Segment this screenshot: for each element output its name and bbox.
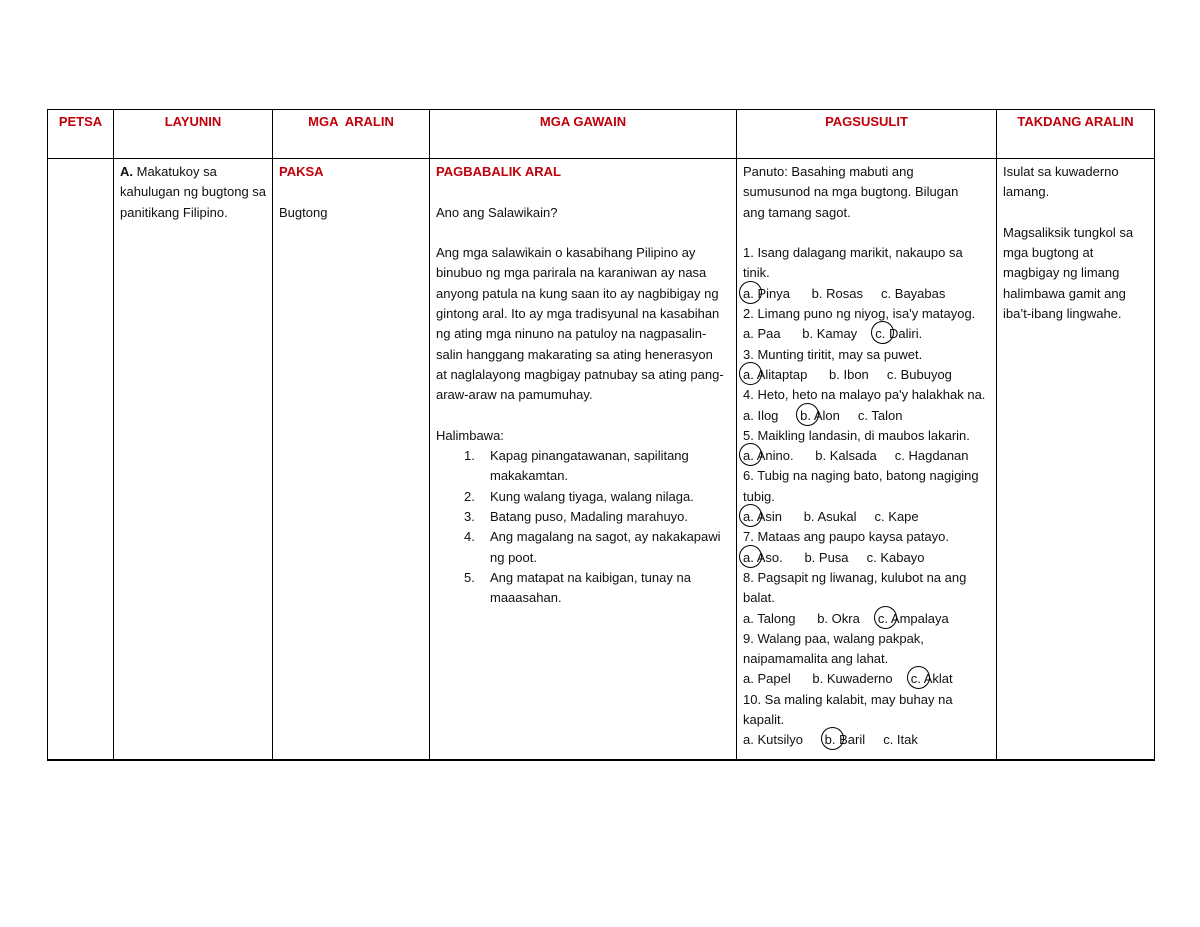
option-text: Baril: [835, 732, 866, 748]
quiz-options: [743, 548, 990, 568]
aralin-cell: [273, 159, 430, 760]
layunin-objective: [120, 162, 266, 223]
quiz-option[interactable]: [911, 671, 953, 686]
quiz-option[interactable]: [743, 326, 781, 341]
header-petsa: PETSA: [48, 110, 114, 159]
example-number: 5.: [464, 569, 475, 585]
option-letter: a.: [743, 671, 754, 687]
option-text: Alon: [810, 407, 840, 423]
quiz-question: 6. Tubig na naging bato, batong nagiging tubig.: [743, 468, 979, 504]
option-text: Okra: [828, 610, 860, 626]
circled-answer-letter: a.: [743, 284, 754, 304]
quiz-option[interactable]: [867, 550, 925, 565]
circled-answer-letter: b.: [800, 406, 811, 426]
option-letter: b.: [811, 285, 823, 301]
option-letter: c.: [894, 448, 905, 464]
option-text: Aso.: [753, 549, 783, 565]
example-item: [436, 527, 730, 568]
header-row: [48, 110, 1155, 159]
option-text: Papel: [753, 671, 791, 687]
quiz-question: 1. Isang dalagang marikit, nakaupo sa tinik.: [743, 245, 963, 281]
circled-answer-letter: c.: [878, 609, 888, 629]
option-text: Asin: [753, 509, 783, 525]
option-text: Ibon: [839, 366, 869, 382]
pagsusulit-cell: [737, 159, 997, 760]
option-letter: c.: [857, 407, 869, 423]
examples-list: [436, 446, 730, 608]
gawain-paragraph: Ang mga salawikain o kasabihang Pilipino ay binubuo ng mga parirala na karaniwan ay nasa anyong patula na kung saan ito ay nagbibigay ng gintong aral. Ito ay mga tradisyunal na kasabihan ng ating mga ninuno na patuloy na nagpasalin-salin hanggang makarating sa ating henerasyon at naglalayong magbigay patnubay sa ating pang-araw-araw na pamumuhay.: [436, 245, 724, 403]
quiz-option[interactable]: [743, 367, 807, 382]
option-letter: b.: [804, 549, 816, 565]
quiz-question: 10. Sa maling kalabit, may buhay na kapalit.: [743, 691, 953, 728]
option-text: Kuwaderno: [823, 671, 893, 687]
option-text: Kape: [884, 509, 919, 525]
option-text: Bubuyog: [896, 366, 952, 382]
option-text: Asukal: [814, 509, 857, 525]
option-letter: b.: [815, 448, 827, 464]
quiz-options: [743, 730, 990, 750]
quiz-question: 7. Mataas ang paupo kaysa patayo.: [743, 529, 949, 545]
quiz-option[interactable]: [804, 550, 848, 565]
example-item: [436, 487, 730, 507]
example-number: 1.: [464, 448, 475, 464]
quiz-option[interactable]: [858, 408, 903, 423]
option-text: Ampalaya: [888, 610, 949, 626]
option-text: Daliri.: [885, 326, 923, 342]
takdang-aralin-cell: [997, 159, 1155, 760]
example-number: 4.: [464, 529, 475, 545]
quiz-option[interactable]: [815, 448, 876, 463]
option-letter: c.: [881, 285, 892, 301]
quiz-items: [743, 243, 990, 750]
paksa-label: PAKSA: [279, 164, 324, 179]
quiz-options: [743, 365, 990, 385]
petsa-cell: [48, 159, 114, 760]
example-text: Ang magalang na sagot, ay nakakapawi ng poot.: [490, 529, 721, 565]
option-letter: c.: [874, 509, 885, 525]
quiz-options: [743, 446, 990, 466]
option-text: Alitaptap: [753, 366, 808, 382]
quiz-option[interactable]: [883, 732, 918, 747]
header-mga-aralin: MGA ARALIN: [273, 110, 430, 159]
quiz-option[interactable]: [743, 408, 778, 423]
quiz-option[interactable]: [743, 286, 790, 301]
option-text: Pusa: [815, 549, 849, 565]
quiz-option[interactable]: [875, 326, 922, 341]
homework-note: Isulat sa kuwaderno lamang.: [1003, 164, 1119, 200]
quiz-option[interactable]: [875, 509, 919, 524]
circled-answer-letter: c.: [911, 669, 921, 689]
quiz-option[interactable]: [743, 509, 782, 524]
quiz-options: [743, 609, 990, 629]
quiz-options: [743, 284, 990, 304]
option-text: Talon: [868, 407, 903, 423]
body-row: [48, 159, 1155, 760]
quiz-question: 2. Limang puno ng niyog, isa'y matayog.: [743, 306, 976, 322]
paksa-topic: Bugtong: [279, 204, 328, 220]
gawain-question: Ano ang Salawikain?: [436, 204, 558, 220]
gawain-cell: [430, 159, 737, 760]
examples-label: Halimbawa:: [436, 427, 504, 443]
circled-answer-letter: c.: [875, 324, 885, 344]
quiz-option[interactable]: [743, 671, 791, 686]
example-number: 3.: [464, 509, 475, 525]
circled-answer-letter: b.: [825, 730, 836, 750]
option-text: Aklat: [920, 671, 953, 687]
option-letter: a.: [743, 326, 754, 342]
quiz-options: [743, 507, 990, 527]
quiz-question: 8. Pagsapit ng liwanag, kulubot na ang balat.: [743, 569, 967, 606]
option-letter: b.: [802, 326, 814, 342]
example-number: 2.: [464, 488, 475, 504]
quiz-option[interactable]: [743, 732, 803, 747]
quiz-options: [743, 406, 990, 426]
example-item: [436, 507, 730, 527]
option-text: Kalsada: [826, 448, 877, 464]
quiz-instructions: Panuto: Basahing mabuti ang sumusunod na mga bugtong. Bilugan ang tamang sagot.: [743, 164, 959, 220]
option-text: Kutsilyo: [753, 732, 803, 748]
option-text: Anino.: [753, 448, 794, 464]
option-letter: b.: [817, 610, 829, 626]
quiz-question: 3. Munting tiritit, may sa puwet.: [743, 346, 923, 362]
homework-task: Magsaliksik tungkol sa mga bugtong at magbigay ng limang halimbawa gamit ang iba’t-ibang lingwahe.: [1003, 224, 1134, 322]
example-item: [436, 446, 730, 487]
circled-answer-letter: a.: [743, 446, 754, 466]
option-text: Itak: [893, 732, 918, 748]
quiz-option[interactable]: [829, 367, 869, 382]
option-letter: b.: [803, 509, 815, 525]
gawain-heading: PAGBABALIK ARAL: [436, 164, 561, 179]
option-text: Hagdanan: [904, 448, 969, 464]
quiz-option[interactable]: [881, 286, 945, 301]
option-text: Kamay: [813, 326, 858, 342]
quiz-options: [743, 324, 990, 344]
example-text: Kapag pinangatawanan, sapilitang makakamtan.: [490, 448, 689, 484]
option-text: Bayabas: [891, 285, 946, 301]
quiz-option[interactable]: [743, 611, 796, 626]
quiz-option[interactable]: [825, 732, 865, 747]
circled-answer-letter: a.: [743, 507, 754, 527]
quiz-option[interactable]: [802, 326, 857, 341]
option-text: Rosas: [822, 285, 863, 301]
option-letter: c.: [886, 366, 897, 382]
option-letter: a.: [743, 732, 754, 748]
option-text: Paa: [753, 326, 781, 342]
option-letter: b.: [812, 671, 824, 687]
option-letter: c.: [866, 549, 877, 565]
quiz-question: 9. Walang paa, walang pakpak, naipamamalita ang lahat.: [743, 630, 924, 667]
example-text: Ang matapat na kaibigan, tunay na maaasahan.: [490, 569, 691, 606]
quiz-option[interactable]: [895, 448, 969, 463]
quiz-question: 5. Maikling landasin, di maubos lakarin.: [743, 427, 970, 443]
quiz-options: [743, 669, 990, 689]
quiz-option[interactable]: [804, 509, 857, 524]
quiz-option[interactable]: [812, 671, 892, 686]
quiz-question: 4. Heto, heto na malayo pa'y halakhak na.: [743, 387, 986, 403]
example-text: Kung walang tiyaga, walang nilaga.: [490, 488, 694, 504]
option-text: Pinya: [753, 285, 790, 301]
header-layunin: LAYUNIN: [114, 110, 273, 159]
option-text: Kabayo: [876, 549, 925, 565]
objective-prefix: A.: [120, 164, 133, 179]
option-text: Talong: [753, 610, 796, 626]
quiz-option[interactable]: [743, 448, 794, 463]
quiz-option[interactable]: [817, 611, 860, 626]
header-pagsusulit: PAGSUSULIT: [737, 110, 997, 159]
quiz-option[interactable]: [743, 550, 783, 565]
objective-text: Makatukoy sa kahulugan ng bugtong sa panitikang Filipino.: [120, 164, 267, 220]
lesson-plan-table: [47, 109, 1155, 761]
quiz-option[interactable]: [887, 367, 952, 382]
option-letter: c.: [883, 732, 894, 748]
circled-answer-letter: a.: [743, 548, 754, 568]
quiz-option[interactable]: [878, 611, 949, 626]
quiz-option[interactable]: [800, 408, 840, 423]
option-text: Ilog: [753, 407, 779, 423]
header-takdang-aralin: TAKDANG ARALIN: [997, 110, 1155, 159]
option-letter: b.: [829, 366, 840, 382]
option-letter: a.: [743, 610, 754, 626]
example-text: Batang puso, Madaling marahuyo.: [490, 509, 689, 525]
layunin-cell: [114, 159, 273, 760]
quiz-option[interactable]: [812, 286, 863, 301]
option-letter: a.: [743, 407, 754, 423]
circled-answer-letter: a.: [743, 365, 754, 385]
header-mga-gawain: MGA GAWAIN: [430, 110, 737, 159]
example-item: [436, 568, 730, 609]
